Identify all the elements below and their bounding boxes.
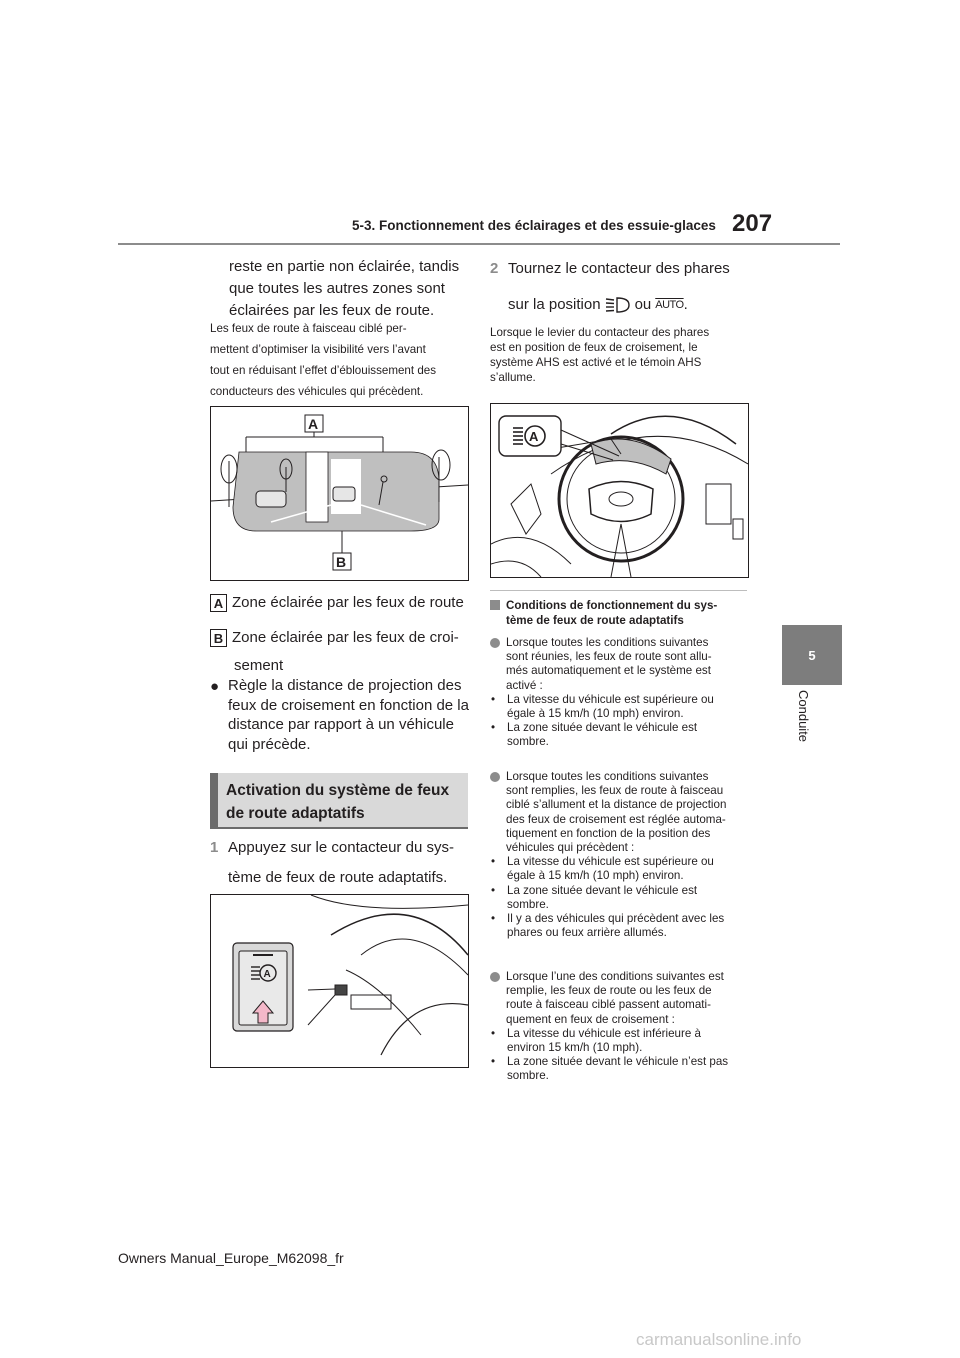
- sub-line: sombre.: [507, 897, 549, 911]
- note-line: conducteurs des véhicules qui précèdent.: [210, 385, 424, 398]
- road-scene-svg: [211, 407, 468, 580]
- condition-line: sont réunies, les feux de route sont allu-: [506, 650, 712, 664]
- page-number: 207: [732, 210, 773, 237]
- section-divider: [490, 590, 747, 591]
- sub-line: sombre.: [507, 1069, 549, 1083]
- bullet-line: feux de croisement en fonction de la: [228, 696, 469, 714]
- intro-paragraph: [229, 256, 469, 322]
- sub-condition: [490, 884, 752, 912]
- sub-condition: [490, 855, 752, 883]
- sub-line: La vitesse du véhicule est supérieure ou: [507, 692, 714, 706]
- sub-line: égale à 15 km/h (10 mph) environ.: [507, 707, 684, 721]
- note-line: tout en réduisant l’effet d’éblouissement des: [210, 364, 437, 377]
- conditions-title-line: Conditions de fonctionnement du sys-: [506, 599, 718, 612]
- legend-item-a: [210, 592, 464, 614]
- chapter-tab[interactable]: [782, 625, 842, 685]
- step-2-number: 2: [490, 260, 499, 277]
- bullet-line: distance par rapport à un véhicule: [228, 716, 454, 733]
- circle-bullet-icon: [490, 772, 500, 782]
- condition-item-3: [490, 970, 752, 1084]
- note-line: Les feux de route à faisceau ciblé per-: [210, 322, 407, 335]
- condition-line: ciblé s’allument et la distance de projection: [506, 798, 727, 812]
- section-header: 5-3. Fonctionnement des éclairages et des essuie-glaces: [352, 218, 716, 233]
- sub-bullet: •: [491, 855, 496, 869]
- section-title-line: de route adaptatifs: [226, 805, 365, 822]
- sub-line: La zone située devant le véhicule n’est pas: [507, 1055, 729, 1069]
- section-title-line: Activation du système de feux: [226, 782, 450, 799]
- sub-line: Il y a des véhicules qui précèdent avec les: [507, 912, 725, 926]
- legend-text-a: Zone éclairée par les feux de route: [232, 594, 464, 611]
- step-2-period: .: [683, 296, 688, 313]
- conditions-title-line: tème de feux de route adaptatifs: [506, 614, 684, 627]
- legend-text-b-cont: sement: [234, 657, 284, 674]
- legend-text-b: Zone éclairée par les feux de croi-: [232, 629, 459, 646]
- footer-doc-id: Owners Manual_Europe_M62098_fr: [118, 1250, 344, 1266]
- step-2-or: ou: [634, 296, 652, 313]
- circle-bullet-icon: [490, 638, 500, 648]
- sub-line: environ 15 km/h (10 mph).: [507, 1041, 643, 1055]
- label-b: B: [336, 554, 347, 570]
- sub-line: phares ou feux arrière allumés.: [507, 926, 667, 940]
- step-1-number: 1: [210, 839, 219, 856]
- svg-text:A: A: [263, 969, 271, 980]
- circle-bullet-icon: [490, 972, 500, 982]
- chapter-number: 5: [808, 647, 816, 663]
- sub-condition: [490, 1055, 752, 1083]
- beam-zone-illustration: [210, 406, 469, 581]
- watermark: carmanualsonline.info: [636, 1330, 802, 1349]
- sub-bullet: •: [491, 883, 496, 897]
- high-beam-ahs-icon: [605, 296, 631, 314]
- condition-line: Lorsque l’une des conditions suivantes est: [506, 970, 724, 983]
- bullet-line: qui précède.: [228, 735, 311, 753]
- sub-condition: [490, 721, 752, 749]
- step-1-text: Appuyez sur le contacteur du sys-: [228, 839, 454, 856]
- note-paragraph: [210, 318, 472, 402]
- conditions-heading: [490, 598, 752, 628]
- condition-line: véhicules qui précèdent :: [506, 841, 635, 855]
- step-1: [210, 837, 472, 889]
- intro-line: éclairées par les feux de route.: [229, 302, 435, 319]
- ahs-note-line: est en position de feux de croisement, le: [490, 341, 698, 354]
- step-1-text-cont: tème de feux de route adaptatifs.: [228, 869, 448, 886]
- condition-line: remplie, les feux de route ou les feux de: [506, 984, 712, 998]
- sub-condition: [490, 693, 752, 721]
- condition-line: tiquement en fonction de la position des: [506, 826, 711, 840]
- header-divider: [118, 243, 840, 245]
- feature-bullet: [210, 676, 470, 754]
- ahs-note-line: Lorsque le levier du contacteur des phares: [490, 326, 710, 339]
- note-line: mettent d’optimiser la visibilité vers l’avant: [210, 343, 426, 356]
- auto-icon: AUTO: [655, 299, 684, 311]
- section-heading: [210, 773, 468, 829]
- sub-line: sombre.: [507, 735, 549, 749]
- ahs-note: [490, 325, 742, 385]
- step-2-text: Tournez le contacteur des phares: [508, 260, 730, 277]
- condition-line: Lorsque toutes les conditions suivantes: [506, 636, 709, 649]
- condition-line: més automatiquement et le système est: [506, 664, 711, 678]
- condition-item-1: [490, 636, 752, 750]
- intro-line: que toutes les autres zones sont: [229, 280, 445, 297]
- bullet-symbol: ●: [210, 678, 220, 695]
- condition-line: des feux de croisement est réglée automa-: [506, 812, 726, 826]
- ahs-note-line: s’allume.: [490, 371, 536, 384]
- sub-bullet: •: [491, 721, 496, 735]
- condition-line: quement en feux de croisement :: [506, 1012, 675, 1026]
- bullet-line: Règle la distance de projection des: [228, 677, 462, 694]
- sub-condition: [490, 912, 752, 940]
- sub-bullet: •: [491, 692, 496, 706]
- legend-key-a: A: [210, 594, 227, 612]
- sub-bullet: •: [491, 1026, 496, 1040]
- condition-line: activé :: [506, 678, 543, 692]
- sub-bullet: •: [491, 1055, 496, 1069]
- sub-bullet: •: [491, 912, 496, 926]
- condition-line: route à faisceau ciblé passent automati-: [506, 998, 711, 1012]
- condition-line: sont remplies, les feux de route à faisceau: [506, 784, 724, 798]
- square-bullet-icon: [490, 600, 500, 610]
- condition-line: Lorsque toutes les conditions suivantes: [506, 770, 709, 783]
- bullet-text: [228, 676, 469, 754]
- condition-item-2: [490, 770, 752, 940]
- instrument-panel-svg: [491, 404, 748, 577]
- sub-line: La vitesse du véhicule est supérieure ou: [507, 855, 714, 869]
- svg-text:A: A: [529, 429, 539, 444]
- sub-line: La zone située devant le véhicule est: [507, 883, 698, 897]
- legend-item-b: [210, 627, 459, 649]
- sub-line: égale à 15 km/h (10 mph) environ.: [507, 869, 684, 883]
- chapter-label: Conduite: [796, 690, 811, 743]
- ahs-switch-illustration: [210, 894, 469, 1068]
- legend-key-b: B: [210, 629, 227, 647]
- ahs-note-line: système AHS est activé et le témoin AHS: [490, 356, 702, 369]
- step-2-text-cont: sur la position: [508, 296, 601, 313]
- sub-line: La zone située devant le véhicule est: [507, 721, 698, 735]
- sub-line: La vitesse du véhicule est inférieure à: [507, 1026, 701, 1040]
- dashboard-switch-svg: [211, 895, 468, 1067]
- label-a: A: [308, 416, 319, 432]
- ahs-indicator-illustration: [490, 403, 749, 578]
- step-2: [490, 258, 752, 316]
- intro-line: reste en partie non éclairée, tandis: [229, 258, 460, 275]
- sub-condition: [490, 1027, 752, 1055]
